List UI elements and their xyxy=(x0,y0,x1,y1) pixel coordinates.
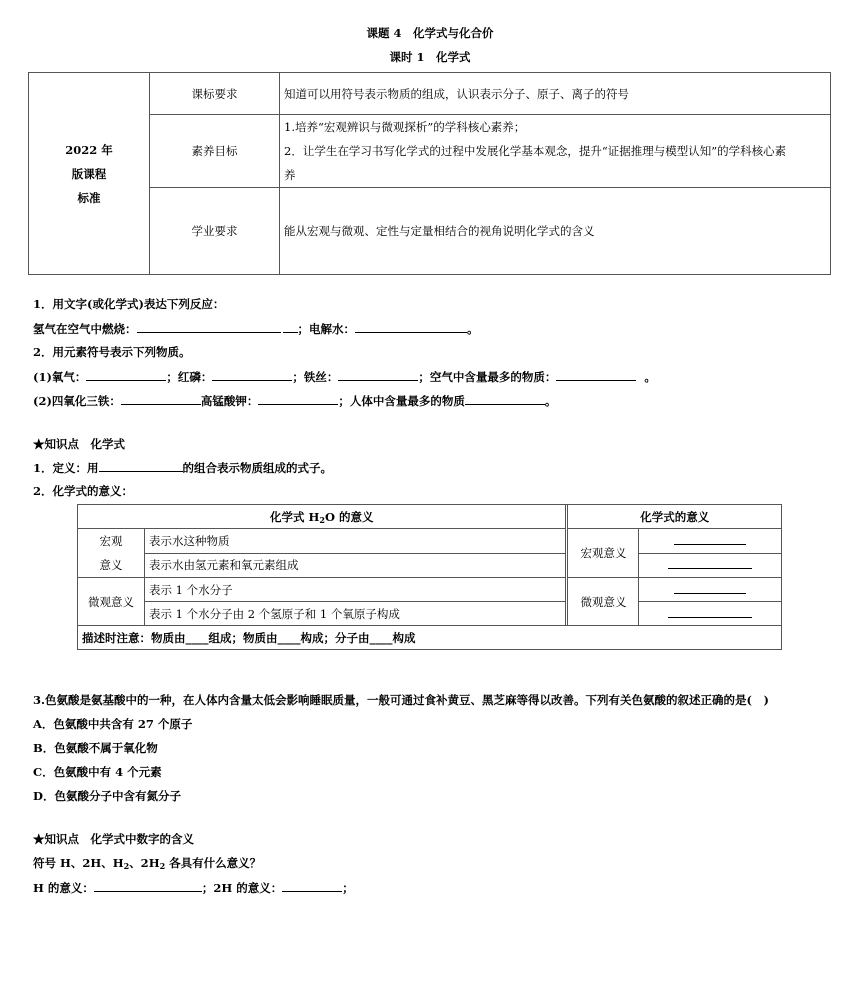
answer-blank[interactable] xyxy=(99,459,183,472)
meaning-table xyxy=(77,504,782,650)
q1-hydrogen-label: 氢气在空气中燃烧： xyxy=(33,322,137,336)
q2b-end: 。 xyxy=(544,394,557,408)
answer-blank[interactable] xyxy=(465,392,545,405)
macro-label xyxy=(78,529,145,578)
micro-row-1: 表示 1 个水分子 xyxy=(145,578,566,602)
q1-end: 。 xyxy=(467,322,479,336)
right-micro-blank-1[interactable] xyxy=(639,578,782,602)
q2b-body-label: ；人体中含量最多的物质 xyxy=(338,394,465,408)
right-macro-blank-2[interactable] xyxy=(639,553,782,578)
review-q2b-line xyxy=(33,392,556,409)
micro-row-2: 表示 1 个水分子由 2 个氢原子和 1 个氧原子构成 xyxy=(145,602,566,626)
kp2-q-pre: 符号 H、2H、H xyxy=(33,856,124,870)
standards-label-cell xyxy=(29,73,150,275)
row-content-literacy-3: 养 xyxy=(284,168,296,182)
q2b-fe3o4-label: (2)四氧化三铁： xyxy=(33,394,121,408)
kp2-heading: ★知识点 化学式中数字的含义 xyxy=(33,832,194,846)
kp1-meaning: 2．化学式的意义： xyxy=(33,484,134,498)
q1-electrolysis-label: ；电解水： xyxy=(297,322,355,336)
answer-blank[interactable] xyxy=(355,320,467,333)
right-macro-label: 宏观意义 xyxy=(568,529,639,578)
q2a-iron-label: ；铁丝： xyxy=(292,370,339,384)
standards-table xyxy=(28,72,831,275)
q2a-phosphorus-label: ；红磷： xyxy=(166,370,213,384)
page-title: 课题 4 化学式与化合价 xyxy=(366,26,494,40)
macro-row-1: 表示水这种物质 xyxy=(145,529,566,554)
right-micro-blank-2[interactable] xyxy=(639,602,782,626)
row-label-curriculum: 课标要求 xyxy=(150,73,280,115)
macro-label-2: 意义 xyxy=(99,558,123,572)
page-subtitle: 课时 1 化学式 xyxy=(389,50,471,64)
macro-label-1: 宏观 xyxy=(99,534,123,548)
kp2-q-post: 各具有什么意义？ xyxy=(165,856,262,870)
answer-blank[interactable] xyxy=(94,879,202,892)
q2a-end: 。 xyxy=(644,370,656,384)
q2a-oxygen-label: (1)氧气： xyxy=(33,370,87,384)
kp2-q-mid: 、2H xyxy=(129,856,160,870)
review-q1: 1．用文字(或化学式)表达下列反应： xyxy=(33,297,225,311)
kp1-def-pre: 1．定义：用 xyxy=(33,461,99,475)
q3-option-b[interactable]: B．色氨酸不属于氧化物 xyxy=(33,741,158,755)
q3-stem: 3.色氨酸是氨基酸中的一种，在人体内含量太低会影响睡眠质量，一般可通过食补黄豆、黑芝麻等得以改善。下列有关色氨酸的叙述正确的是( ) xyxy=(33,693,769,707)
kp2-end: ； xyxy=(342,881,354,895)
q2a-air-label: ；空气中含量最多的物质： xyxy=(418,370,557,384)
header-text: O 的意义 xyxy=(324,509,374,524)
answer-blank[interactable] xyxy=(86,368,166,381)
kp2-answer-line xyxy=(33,879,354,896)
answer-blank[interactable] xyxy=(212,368,292,381)
review-q2: 2．用元素符号表示下列物质。 xyxy=(33,345,191,359)
answer-blank[interactable] xyxy=(338,368,418,381)
kp2-h-label: H 的意义： xyxy=(33,881,94,895)
answer-blank[interactable] xyxy=(121,392,201,405)
answer-blank[interactable] xyxy=(282,879,342,892)
right-macro-blank-1[interactable] xyxy=(639,529,782,554)
kp1-definition xyxy=(33,459,332,476)
row-content-curriculum: 知道可以用符号表示物质的组成，认识表示分子、原子、离子的符号 xyxy=(280,73,831,115)
answer-blank[interactable] xyxy=(137,320,281,333)
row-content-literacy-2: 2．让学生在学习书写化学式的过程中发展化学基本观念，提升“证据推理与模型认知”的学科核心素 xyxy=(284,144,787,158)
kp2-q-sub: 2 xyxy=(123,861,130,871)
kp1-def-post: 的组合表示物质组成的式子。 xyxy=(182,461,333,475)
meaning-note: 描述时注意：物质由____组成；物质由____构成；分子由____构成 xyxy=(78,626,782,650)
macro-row-2: 表示水由氢元素和氧元素组成 xyxy=(145,553,566,578)
kp2-q-sub: 2 xyxy=(159,861,166,871)
q3-option-d[interactable]: D．色氨酸分子中含有氮分子 xyxy=(33,789,181,803)
review-q1-line xyxy=(33,320,479,337)
standards-label-line2: 版课程 xyxy=(71,166,107,181)
kp1-heading: ★知识点 化学式 xyxy=(33,437,125,451)
q3-option-a[interactable]: A．色氨酸中共含有 27 个原子 xyxy=(33,717,193,731)
header-sub: 2 xyxy=(319,514,325,525)
standards-label-line3: 标准 xyxy=(77,190,101,205)
q2b-kmno4-label: 高锰酸钾： xyxy=(200,394,259,408)
header-text: 化学式 H xyxy=(269,509,320,524)
row-label-literacy: 素养目标 xyxy=(150,115,280,188)
review-q2a-line xyxy=(33,368,656,385)
micro-label: 微观意义 xyxy=(78,578,145,626)
row-content-academic: 能从宏观与微观、定性与定量相结合的视角说明化学式的含义 xyxy=(280,188,831,275)
answer-blank[interactable] xyxy=(258,392,338,405)
q3-option-c[interactable]: C．色氨酸中有 4 个元素 xyxy=(33,765,162,779)
kp2-2h-label: ；2H 的意义： xyxy=(201,881,283,895)
row-label-academic: 学业要求 xyxy=(150,188,280,275)
right-micro-label: 微观意义 xyxy=(568,578,639,626)
answer-blank[interactable] xyxy=(283,320,298,333)
standards-label-line1: 2022 年 xyxy=(65,142,113,157)
answer-blank[interactable] xyxy=(556,368,636,381)
kp2-question xyxy=(33,855,261,871)
row-content-literacy-1: 1.培养“宏观辨识与微观探析”的学科核心素养； xyxy=(284,120,526,134)
meaning-right-header: 化学式的意义 xyxy=(568,505,782,529)
meaning-left-header xyxy=(78,505,566,529)
